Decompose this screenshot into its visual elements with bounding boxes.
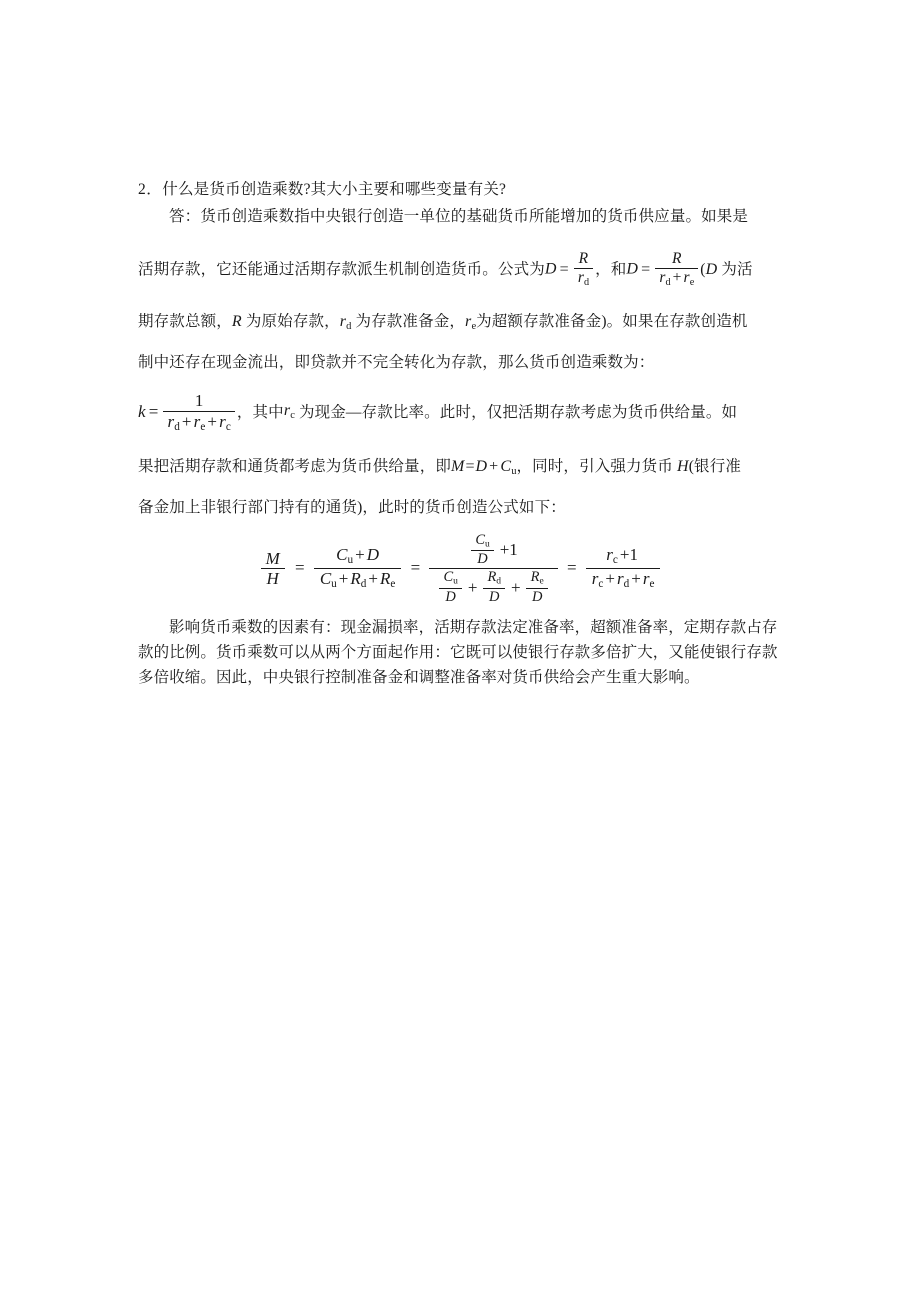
- plus-sign: +: [355, 545, 365, 565]
- symbol-r: r: [219, 411, 226, 431]
- equals-sign: =: [464, 457, 476, 475]
- fraction-numerator: [481, 570, 507, 588]
- fraction-Rd-over-D: [481, 570, 507, 605]
- fraction-denominator: [586, 568, 661, 591]
- line2-comma: ，: [595, 261, 611, 279]
- equals-sign-1: =: [294, 557, 305, 577]
- spacer: [138, 289, 782, 307]
- fraction-term3-compound: [429, 533, 557, 606]
- para2-text-c: (银行准: [688, 457, 741, 475]
- symbol-M: M: [451, 457, 465, 475]
- subscript-u: u: [484, 539, 490, 550]
- plus-sign: +: [672, 269, 682, 287]
- subscript-d: d: [623, 578, 630, 591]
- plus-sign: +: [338, 569, 349, 589]
- formula-k-trailing-a: 其中: [252, 403, 284, 421]
- subscript-e: e: [649, 578, 655, 591]
- subscript-u: u: [511, 465, 517, 477]
- subscript-d: d: [584, 277, 590, 289]
- line2-text-a: 活期存款，它还能通过活期存款派生机制创造货币。公式为: [138, 261, 545, 279]
- symbol-C: C: [319, 569, 332, 589]
- symbol-r: r: [167, 411, 175, 431]
- closing-line-1: 影响货币乘数的因素有：现金漏损率，活期存款法定准备率，超额准备率，定期存款: [169, 619, 747, 637]
- spacer: [138, 229, 782, 251]
- spacer: [138, 523, 782, 533]
- line2-conjunction: 和: [610, 261, 627, 279]
- symbol-R: R: [231, 312, 242, 330]
- formula-k-trailing-b: 为现金—存款比率。此时，仅把活期存款考虑为货币供给量。如: [298, 403, 738, 421]
- fraction-denominator: [574, 268, 593, 289]
- line3-text-a: 期存款总额，: [138, 312, 232, 330]
- subscript-u: u: [453, 577, 458, 587]
- line3-text-c: 为存款准备金，: [355, 312, 466, 330]
- answer-para2-line1: [138, 452, 782, 487]
- spacer: [138, 378, 782, 392]
- symbol-rc: $r_c$: [283, 402, 295, 422]
- formula-k-line: [138, 392, 782, 434]
- symbol-C: C: [336, 545, 348, 565]
- line2-open-paren: (: [700, 261, 706, 279]
- subscript-c: c: [612, 554, 618, 567]
- equals-sign-3: =: [566, 557, 577, 577]
- plus-sign: +: [605, 569, 615, 589]
- fraction-numerator: [461, 533, 526, 569]
- subscript-e: e: [471, 320, 477, 332]
- subscript-c: c: [225, 420, 231, 433]
- question-number: 2．: [138, 181, 163, 198]
- spacer: [138, 434, 782, 452]
- fraction-denominator: H: [261, 568, 285, 588]
- plus-one: +1: [619, 545, 638, 565]
- symbol-R: R: [379, 569, 391, 589]
- inline-formula-D2: [626, 251, 700, 289]
- equals-sign: =: [641, 260, 651, 278]
- subscript-e: e: [200, 420, 206, 433]
- document-content: [138, 178, 782, 690]
- symbol-D: D: [366, 545, 379, 565]
- equals-sign: =: [559, 260, 569, 278]
- line2-tail-text: 为活: [721, 261, 753, 279]
- symbol-D: D: [475, 457, 488, 475]
- fraction-numerator: [330, 546, 385, 568]
- fraction-denominator: [163, 411, 234, 434]
- fraction-denominator: D: [526, 588, 548, 605]
- answer-para1-line1: 货币创造乘数指中央银行创造一单位的基础货币所能增加的货币供应量。如果是: [200, 208, 749, 225]
- inline-formula-D1: [545, 251, 595, 289]
- subscript-e: e: [390, 578, 396, 591]
- symbol-r: r: [616, 569, 624, 589]
- fraction-Re-over-D: [525, 570, 550, 605]
- fraction-1-over-rd-re-rc: [163, 392, 234, 434]
- plus-sign: +: [489, 457, 499, 475]
- plus-sign: +: [631, 569, 641, 589]
- display-equation-money-multiplier: [138, 533, 782, 606]
- symbol-C: C: [443, 569, 454, 586]
- para2-text-b: ，同时，引入强力货币: [516, 457, 673, 475]
- equals-sign: =: [148, 401, 159, 421]
- symbol-r: r: [606, 545, 613, 565]
- subscript-d: d: [665, 277, 671, 289]
- fraction-numerator: M: [265, 548, 280, 568]
- subscript-c: c: [598, 578, 604, 591]
- fraction-M-over-H: [260, 550, 286, 589]
- answer-para1-line3: [138, 307, 782, 342]
- fraction-numerator: [600, 546, 646, 568]
- fraction-numerator: [469, 533, 495, 551]
- line3-text-b: 为原始存款，: [245, 312, 340, 330]
- fraction-numerator: 1: [194, 390, 204, 410]
- fraction-numerator: [437, 570, 463, 588]
- symbol-rd: $r_d$: [339, 312, 352, 332]
- closing-paragraph: [138, 615, 782, 690]
- question-text: 什么是货币创造乘数?其大小主要和哪些变量有关?: [162, 181, 507, 198]
- line3-text-d: 为超额存款准备金)。如果在存款创造机: [476, 312, 748, 330]
- subscript-u: u: [331, 578, 337, 591]
- fraction-Cu-over-D: [469, 533, 495, 568]
- subscript-d: d: [174, 420, 180, 433]
- symbol-r: r: [577, 269, 584, 287]
- spacer: [138, 605, 782, 615]
- symbol-C: C: [475, 531, 485, 548]
- fraction-numerator: [525, 570, 550, 588]
- plus-sign: +: [511, 577, 521, 597]
- subscript-e: e: [539, 577, 544, 587]
- para2-text-a: 果把活期存款和通货都考虑为货币供给量，即: [138, 457, 452, 475]
- plus-sign: +: [181, 411, 192, 431]
- symbol-D: D: [544, 260, 557, 278]
- symbol-R: R: [487, 569, 497, 586]
- symbol-R: R: [530, 569, 540, 586]
- fraction-denominator: [429, 568, 557, 605]
- question-heading: [138, 178, 782, 202]
- closing-line-2: 占存款的比例。货币乘数可以从两个方面起作用：它既可以使银行存款多倍扩大，又能使: [138, 619, 778, 662]
- fraction-R-over-rd-plus-re: [655, 251, 698, 289]
- equals-sign-2: =: [410, 557, 421, 577]
- subscript-c: c: [290, 410, 295, 422]
- symbol-r: r: [683, 269, 690, 287]
- fraction-Cu-over-D: [437, 570, 463, 605]
- subscript-d: d: [360, 578, 367, 591]
- closing-line-3: 银行存款多倍收缩。因此，中央银行控制准备金和调整准备率对货币供给会产生重大影响。: [138, 644, 778, 687]
- symbol-r: r: [193, 411, 201, 431]
- inline-formula-M-equals-D-plus-Cu: [451, 458, 516, 475]
- symbol-C: C: [500, 457, 512, 475]
- plus-sign: +: [368, 569, 378, 589]
- fraction-denominator: [314, 568, 402, 591]
- fraction-R-over-rd: [574, 251, 593, 289]
- fraction-numerator: R: [578, 250, 589, 267]
- fraction-term2: [314, 546, 402, 591]
- fraction-numerator: R: [671, 250, 682, 267]
- answer-first-line: [138, 204, 782, 229]
- plus-sign: +: [467, 577, 478, 597]
- answer-para2-line2: 备金加上非银行部门持有的通货)，此时的货币创造公式如下：: [138, 498, 566, 516]
- symbol-D: D: [626, 260, 639, 278]
- subscript-d: d: [496, 577, 502, 587]
- symbol-r: r: [591, 569, 599, 589]
- fraction-denominator: [655, 268, 698, 289]
- subscript-d: d: [346, 320, 352, 332]
- symbol-R: R: [350, 569, 361, 589]
- symbol-D: D: [705, 260, 718, 278]
- fraction-denominator: D: [471, 550, 493, 567]
- subscript-e: e: [689, 277, 695, 289]
- fraction-denominator: D: [483, 588, 505, 605]
- symbol-k: k: [138, 401, 146, 421]
- answer-label: 答：: [169, 208, 201, 225]
- symbol-re: $r_e$: [465, 312, 477, 332]
- answer-para1-line4: 制中还存在现金流出，即贷款并不完全转化为存款，那么货币创造乘数为：: [138, 353, 655, 371]
- symbol-r: r: [642, 569, 650, 589]
- fraction-term4: [586, 546, 661, 591]
- formula-k-trailing-comma: ，: [236, 403, 253, 421]
- fraction-denominator: D: [439, 588, 461, 605]
- formula-k: [138, 392, 237, 434]
- plus-sign: +: [207, 411, 218, 431]
- answer-para1-line2: [138, 251, 782, 289]
- plus-one: +1: [499, 540, 518, 559]
- symbol-r: r: [659, 269, 666, 287]
- symbol-H: H: [677, 457, 689, 475]
- subscript-u: u: [347, 554, 354, 567]
